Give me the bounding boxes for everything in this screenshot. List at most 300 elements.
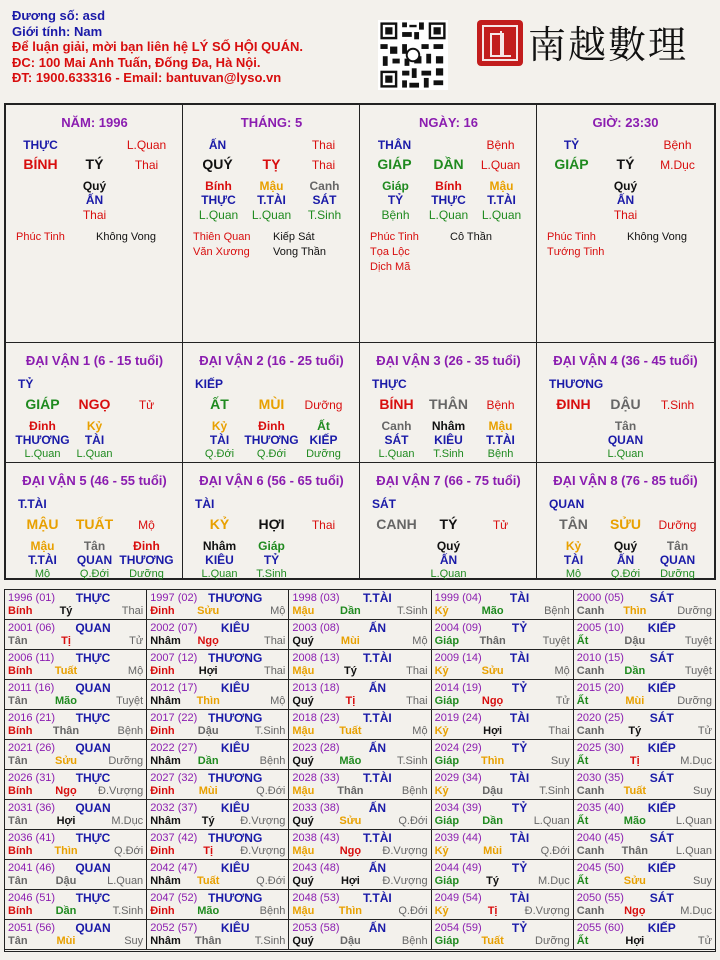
- year-branch: Tý: [486, 875, 500, 887]
- star-name: Văn Xương: [193, 246, 250, 258]
- year-state: M.Dục: [538, 875, 570, 887]
- year-state: Mộ: [127, 665, 144, 677]
- year-label: 2026 (31): [8, 772, 56, 784]
- hidden-state: Q.Đới: [204, 448, 235, 460]
- year-label: 2035 (40): [576, 802, 624, 814]
- hidden-state: T.Sinh: [256, 568, 287, 580]
- year-stem: Đinh: [150, 905, 175, 917]
- hidden-state: L.Quan: [428, 208, 469, 222]
- year-state: Tuyệt: [684, 665, 712, 677]
- luck-god: KIẾP: [195, 377, 224, 391]
- year-god: THƯƠNG: [208, 711, 263, 725]
- year-state: Thai: [548, 725, 570, 737]
- year-branch: Tuất: [196, 875, 220, 887]
- year-god: SÁT: [649, 591, 674, 605]
- year-god: ẤN: [368, 681, 387, 695]
- year-cell: [574, 680, 715, 710]
- year-label: 2003 (08): [292, 622, 340, 634]
- hidden-stem: Quý: [613, 539, 638, 553]
- hidden-stem: Giáp: [382, 179, 409, 193]
- year-stem: Canh: [576, 665, 605, 677]
- luck-pillar-cell: [6, 463, 183, 580]
- year-branch: Dần: [55, 905, 77, 917]
- year-branch: Hợi: [198, 665, 218, 677]
- luck-god: TỶ: [18, 377, 34, 391]
- hidden-state: Mộ: [565, 568, 582, 580]
- year-cell: [147, 740, 289, 770]
- year-god: TỶ: [511, 621, 528, 635]
- year-label: 2043 (48): [292, 862, 340, 874]
- year-label: 2015 (20): [576, 682, 624, 694]
- year-stem: Mậu: [292, 785, 315, 797]
- hidden-god: THƯƠNG: [15, 433, 70, 447]
- star-name: Tọa Lộc: [370, 246, 410, 258]
- year-label: 2041 (46): [8, 862, 56, 874]
- year-branch: Tý: [343, 665, 357, 677]
- hidden-stem: Tân: [614, 419, 637, 433]
- year-label: 2011 (16): [8, 682, 55, 694]
- year-stem: Nhâm: [150, 755, 181, 767]
- year-branch: Tý: [59, 605, 73, 617]
- year-branch: Dần: [340, 605, 361, 617]
- year-cell: [289, 890, 431, 920]
- year-branch: Mão: [623, 815, 646, 827]
- hidden-state: L.Quan: [481, 208, 522, 222]
- year-label: 2012 (17): [150, 682, 198, 694]
- pillar-cell: [6, 105, 183, 343]
- star-name: Không Vong: [627, 231, 687, 243]
- logo-text: 南越數理: [528, 23, 689, 67]
- year-god: KIẾP: [647, 921, 676, 935]
- year-cell: [147, 890, 289, 920]
- year-cell: [574, 860, 715, 890]
- pillar-state: Thai: [134, 158, 159, 172]
- year-state: Mộ: [270, 605, 286, 617]
- year-cell: [5, 680, 147, 710]
- year-state: Dưỡng: [677, 695, 712, 707]
- year-branch: Dậu: [624, 635, 646, 647]
- pillar-title: GIỜ: 23:30: [592, 115, 659, 130]
- star-name: Tướng Tinh: [547, 246, 605, 258]
- year-branch: Dậu: [197, 725, 219, 737]
- hidden-god: THƯƠNG: [119, 553, 174, 567]
- hidden-stem: Mậu: [30, 539, 55, 553]
- year-stem: Nhâm: [150, 815, 181, 827]
- year-god: ẤN: [368, 801, 387, 815]
- luck-branch: DẬU: [610, 396, 641, 412]
- pillar-stem: GIÁP: [554, 156, 589, 172]
- hidden-god: T.TÀI: [486, 433, 515, 447]
- luck-pillar-cell: [6, 343, 183, 463]
- luck-state: Tử: [138, 398, 155, 412]
- year-cell: [574, 770, 715, 800]
- year-branch: Sửu: [54, 755, 78, 767]
- year-god: QUAN: [75, 861, 111, 875]
- gender: Giới tính: Nam: [12, 23, 103, 39]
- luck-pillar-cell: [360, 463, 537, 580]
- year-branch: Dậu: [55, 875, 77, 887]
- hidden-stem: Tân: [83, 539, 106, 553]
- year-label: 2001 (06): [8, 622, 56, 634]
- pillar-life: L.Quan: [126, 138, 167, 152]
- year-cell: [574, 590, 715, 620]
- year-branch: Tý: [628, 725, 642, 737]
- year-branch: Sửu: [197, 605, 220, 617]
- year-cell: [289, 740, 431, 770]
- year-state: Đ.Vượng: [382, 875, 428, 887]
- year-label: 2025 (30): [576, 742, 624, 754]
- pillar-stem: BÍNH: [23, 156, 58, 172]
- year-cell: [5, 710, 147, 740]
- year-stem: Bính: [8, 845, 33, 857]
- year-state: Bệnh: [259, 755, 286, 767]
- year-label: 2018 (23): [292, 712, 340, 724]
- hidden-stem: Quý: [82, 179, 107, 193]
- hidden-god: TỶ: [263, 553, 280, 567]
- year-branch: Mùi: [483, 845, 503, 857]
- year-cell: [147, 830, 289, 860]
- year-state: Mộ: [270, 695, 286, 707]
- year-state: Q.Đới: [256, 785, 286, 797]
- year-branch: Thìn: [480, 755, 505, 767]
- hidden-stem: Bính: [205, 179, 232, 193]
- hidden-stem: Ất: [317, 419, 330, 433]
- year-cell: [289, 860, 431, 890]
- year-state: Tuyệt: [542, 635, 570, 647]
- year-label: 2023 (28): [292, 742, 340, 754]
- year-branch: Mão: [339, 755, 362, 767]
- year-stem: Quý: [292, 935, 314, 947]
- year-stem: Nhâm: [150, 695, 181, 707]
- year-cell: [147, 800, 289, 830]
- year-label: 2022 (27): [150, 742, 198, 754]
- luck-pillar-cell: [183, 463, 360, 580]
- year-stem: Mậu: [292, 665, 315, 677]
- hidden-state: Q.Đới: [79, 568, 110, 580]
- year-label: 2034 (39): [434, 802, 482, 814]
- year-stem: Giáp: [434, 875, 460, 887]
- luck-stem: KỶ: [209, 516, 230, 532]
- luck-state: Dưỡng: [658, 518, 697, 532]
- hidden-state: T.Sinh: [433, 448, 464, 460]
- year-label: 2019 (24): [434, 712, 482, 724]
- pillar-stem: QUÝ: [202, 156, 233, 172]
- year-label: 2029 (34): [434, 772, 482, 784]
- year-cell: [574, 650, 715, 680]
- year-cell: [432, 890, 574, 920]
- year-god: KIẾP: [647, 621, 676, 635]
- year-branch: Hợi: [625, 935, 645, 947]
- year-stem: Mậu: [292, 905, 315, 917]
- year-cell: [147, 860, 289, 890]
- year-god: TÀI: [509, 711, 530, 725]
- hidden-god: ẤN: [616, 553, 635, 567]
- year-stem: Quý: [292, 635, 314, 647]
- year-branch: Tý: [201, 815, 215, 827]
- year-state: Đ.Vượng: [524, 905, 570, 917]
- year-god: QUAN: [75, 681, 111, 695]
- year-cell: [432, 650, 574, 680]
- hidden-state: T.Sinh: [307, 208, 342, 222]
- year-state: Bệnh: [259, 905, 286, 917]
- luck-stem: CANH: [376, 516, 417, 532]
- year-god: T.TÀI: [363, 771, 392, 785]
- year-stem: Kỷ: [434, 665, 449, 677]
- year-state: T.Sinh: [397, 605, 428, 617]
- year-state: Tuyệt: [116, 695, 144, 707]
- year-branch: Sửu: [339, 815, 362, 827]
- pillar-title: THÁNG: 5: [240, 115, 303, 130]
- hidden-stem: Giáp: [258, 539, 285, 553]
- year-state: Thai: [263, 635, 286, 647]
- hidden-state: L.Quan: [430, 568, 467, 580]
- year-label: 2055 (60): [576, 922, 624, 934]
- year-stem: Bính: [8, 725, 33, 737]
- year-cell: [5, 830, 147, 860]
- hidden-god: TÀI: [563, 553, 584, 567]
- year-cell: [289, 830, 431, 860]
- year-state: Dưỡng: [677, 605, 712, 617]
- year-stem: Canh: [576, 785, 605, 797]
- year-cell: [574, 800, 715, 830]
- hidden-god: ẤN: [616, 193, 635, 207]
- year-stem: Bính: [8, 665, 33, 677]
- luck-stem: BÍNH: [379, 396, 414, 412]
- hidden-state: L.Quan: [76, 448, 113, 460]
- hidden-god: SÁT: [384, 433, 409, 447]
- pillar-god: ẤN: [208, 138, 227, 152]
- year-cell: [289, 770, 431, 800]
- hidden-god: T.TÀI: [257, 193, 286, 207]
- year-branch: Sửu: [623, 875, 646, 887]
- hidden-stem: Canh: [381, 419, 412, 433]
- year-state: Đ.Vượng: [382, 845, 428, 857]
- year-god: T.TÀI: [363, 831, 392, 845]
- year-god: QUAN: [75, 801, 111, 815]
- year-cell: [289, 620, 431, 650]
- year-branch: Thìn: [196, 695, 220, 707]
- year-stem: Ất: [576, 635, 589, 647]
- hidden-state: Bệnh: [487, 448, 514, 460]
- luck-god: TÀI: [195, 497, 215, 511]
- year-state: T.Sinh: [254, 935, 286, 947]
- year-label: 2040 (45): [576, 832, 624, 844]
- year-stem: Quý: [292, 695, 314, 707]
- contact-line: Để luận giải, mời bạn liên hệ LÝ SỐ HỘI QUÁN.: [12, 39, 303, 55]
- year-label: 2013 (18): [292, 682, 340, 694]
- year-label: 2051 (56): [8, 922, 56, 934]
- luck-pillar-cell: [360, 343, 537, 463]
- year-label: 2050 (55): [576, 892, 624, 904]
- hidden-state: Thai: [613, 208, 638, 222]
- year-god: QUAN: [75, 741, 111, 755]
- year-state: Suy: [124, 935, 144, 947]
- chart-grid: [4, 103, 716, 580]
- year-god: THỰC: [75, 891, 111, 905]
- year-state: Thai: [121, 605, 144, 617]
- year-cell: [574, 830, 715, 860]
- year-label: 1996 (01): [8, 592, 56, 604]
- year-god: TÀI: [509, 651, 530, 665]
- luck-state: Thai: [311, 518, 336, 532]
- hidden-god: T.TÀI: [28, 553, 57, 567]
- year-state: Bệnh: [117, 725, 144, 737]
- year-stem: Đinh: [150, 845, 175, 857]
- year-cell: [5, 740, 147, 770]
- year-state: Suy: [693, 785, 712, 797]
- year-cell: [5, 860, 147, 890]
- year-branch: Tuất: [54, 665, 78, 677]
- hidden-god: QUAN: [659, 553, 696, 567]
- luck-state: Tử: [492, 518, 509, 532]
- luck-god: QUAN: [549, 497, 585, 511]
- hidden-stem: Kỷ: [86, 419, 103, 433]
- hidden-god: SÁT: [312, 193, 337, 207]
- year-label: 2020 (25): [576, 712, 624, 724]
- year-god: TỶ: [511, 921, 528, 935]
- year-state: Suy: [693, 875, 712, 887]
- year-state: Mộ: [412, 635, 428, 647]
- year-label: 2037 (42): [150, 832, 198, 844]
- year-stem: Bính: [8, 605, 33, 617]
- pillar-cell: [183, 105, 360, 343]
- year-label: 2039 (44): [434, 832, 482, 844]
- year-god: KIÊU: [220, 861, 250, 875]
- year-state: Tuyệt: [684, 635, 712, 647]
- year-cell: [574, 620, 715, 650]
- year-stem: Quý: [292, 875, 314, 887]
- year-cell: [5, 920, 147, 950]
- luck-stem: TÂN: [559, 516, 588, 532]
- year-cell: [574, 710, 715, 740]
- hidden-god: KIẾP: [309, 433, 338, 447]
- year-stem: Ất: [576, 935, 589, 947]
- year-god: SÁT: [649, 711, 674, 725]
- luck-title: ĐẠI VẬN 8 (76 - 85 tuổi): [553, 473, 698, 488]
- year-stem: Bính: [8, 905, 33, 917]
- hidden-stem: Đinh: [29, 419, 56, 433]
- hidden-god: QUAN: [76, 553, 113, 567]
- luck-state: Dưỡng: [304, 398, 343, 412]
- year-label: 2005 (10): [576, 622, 624, 634]
- hidden-god: TÀI: [84, 433, 105, 447]
- hidden-state: Bệnh: [381, 208, 410, 222]
- year-cell: [574, 740, 715, 770]
- luck-pillar-cell: [537, 463, 714, 580]
- year-stem: Nhâm: [150, 935, 181, 947]
- hidden-stem: Kỷ: [211, 419, 228, 433]
- hidden-state: L.Quan: [201, 568, 238, 580]
- luck-branch: TÝ: [439, 516, 458, 532]
- year-branch: Mùi: [198, 785, 218, 797]
- hidden-stem: Nhâm: [202, 539, 237, 553]
- year-state: Dưỡng: [108, 755, 144, 767]
- year-branch: Sửu: [481, 665, 504, 677]
- year-state: Mộ: [554, 665, 570, 677]
- year-state: Thai: [406, 695, 428, 707]
- year-state: Bệnh: [401, 785, 428, 797]
- luck-state: Mộ: [138, 518, 155, 532]
- year-cell: [432, 590, 574, 620]
- year-label: 2006 (11): [8, 652, 55, 664]
- year-label: 1999 (04): [434, 592, 482, 604]
- year-god: THƯƠNG: [208, 651, 263, 665]
- year-stem: Đinh: [150, 785, 175, 797]
- year-cell: [574, 920, 715, 950]
- luck-title: ĐẠI VẬN 5 (46 - 55 tuổi): [22, 473, 167, 488]
- year-branch: Dậu: [482, 785, 503, 797]
- year-branch: Hợi: [483, 725, 503, 737]
- hidden-state: Q.Đới: [610, 568, 641, 580]
- year-label: 2016 (21): [8, 712, 56, 724]
- year-cell: [5, 590, 147, 620]
- year-god: TÀI: [509, 591, 530, 605]
- year-branch: Thìn: [338, 905, 362, 917]
- year-state: T.Sinh: [397, 755, 428, 767]
- year-state: L.Quan: [107, 875, 144, 887]
- year-cell: [147, 590, 289, 620]
- year-god: KIÊU: [220, 741, 250, 755]
- luck-branch: THÂN: [429, 396, 468, 412]
- pillar-god: THỰC: [23, 138, 58, 152]
- pillar-title: NĂM: 1996: [61, 115, 128, 130]
- pillar-cell: [360, 105, 537, 343]
- year-god: SÁT: [649, 771, 674, 785]
- year-cell: [289, 920, 431, 950]
- year-god: KIÊU: [220, 681, 250, 695]
- year-state: Q.Đới: [113, 845, 144, 857]
- hidden-state: L.Quan: [378, 448, 415, 460]
- pillar-branch: TÝ: [616, 156, 635, 172]
- star-name: Cô Thần: [450, 231, 492, 243]
- year-stem: Giáp: [434, 695, 460, 707]
- year-branch: Hợi: [56, 815, 76, 827]
- header-info: [12, 8, 352, 86]
- year-state: Q.Đới: [540, 845, 570, 857]
- year-label: 2046 (51): [8, 892, 56, 904]
- phone-email-line: ĐT: 1900.633316 - Email: bantuvan@lyso.vn: [12, 70, 282, 86]
- luck-branch: HỢI: [258, 516, 285, 532]
- year-god: THỰC: [75, 771, 111, 785]
- pillar-state: Thai: [311, 158, 336, 172]
- year-branch: Thân: [479, 635, 506, 647]
- star-name: Thiên Quan: [193, 231, 251, 243]
- star-name: Phúc Tinh: [370, 231, 419, 243]
- year-branch: Mão: [481, 605, 504, 617]
- hidden-god: T.TÀI: [487, 193, 516, 207]
- year-stem: Tân: [8, 695, 28, 707]
- year-god: ẤN: [368, 921, 387, 935]
- luck-branch: TUẤT: [75, 516, 114, 532]
- luck-stem: ẤT: [210, 396, 229, 412]
- year-stem: Canh: [576, 905, 605, 917]
- year-god: QUAN: [75, 621, 111, 635]
- year-state: Tử: [697, 935, 712, 947]
- hidden-stem: Canh: [309, 179, 340, 193]
- year-branch: Dần: [482, 815, 503, 827]
- year-cell: [432, 740, 574, 770]
- year-stem: Ất: [576, 875, 589, 887]
- year-stem: Mậu: [292, 605, 315, 617]
- luck-title: ĐẠI VẬN 4 (36 - 45 tuổi): [553, 353, 698, 368]
- year-state: Q.Đới: [256, 875, 286, 887]
- luck-god: SÁT: [372, 497, 396, 511]
- year-god: KIÊU: [220, 801, 250, 815]
- year-label: 2009 (14): [434, 652, 482, 664]
- year-branch: Mão: [55, 695, 77, 707]
- year-state: Q.Đới: [398, 905, 428, 917]
- year-state: Đ.Vượng: [240, 845, 286, 857]
